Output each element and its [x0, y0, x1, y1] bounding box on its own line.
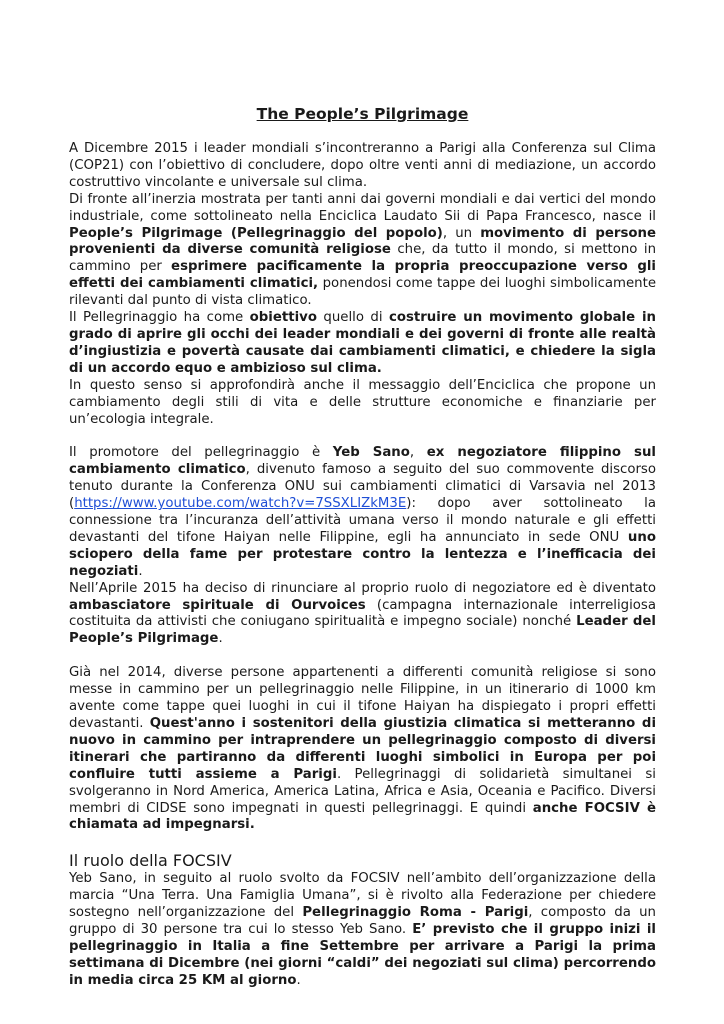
paragraph-objective [69, 310, 656, 378]
text: . [138, 563, 143, 579]
text: , divenuto famoso a seguito del suo commovente discorso tenuto durante la Conferenza ONU sui cambiamenti climatici di Varsavia nel 2013 ( [69, 462, 656, 512]
bold-text: esprimere pacificamente la propria preoccupazione verso gli effetti dei cambiamenti climatici, [69, 259, 656, 292]
bold-text: movimento di persone provenienti da diverse comunità religiose [69, 225, 656, 258]
document-page [69, 104, 656, 990]
paragraph-promoter [69, 445, 656, 580]
bold-text: E’ previsto che il gruppo inizi il pellegrinaggio in Italia a fine Settembre per arrivare a Parigi la prima settimana di Dicembre (nei giorni “caldi” dei negoziati sul clima) percorrendo in media circa 25 KM al giorno [69, 922, 656, 988]
paragraph-gap [69, 834, 656, 851]
text: . [218, 631, 223, 647]
bold-text: People’s Pilgrimage (Pellegrinaggio del popolo) [69, 225, 443, 241]
text: ponendosi come tappe dei luoghi simbolicamente rilevanti dal punto di vista climatico. [69, 276, 656, 309]
text: Il Pellegrinaggio ha come [69, 310, 250, 326]
paragraph-intro: A Dicembre 2015 i leader mondiali s’incontreranno a Parigi alla Conferenza sul Clima (COP21) con l’obiettivo di concludere, dopo oltre venti anni di mediazione, un accordo costruttivo vincolante e universale sul clima. [69, 141, 656, 190]
bold-text: ambasciatore spirituale di Ourvoices [69, 597, 366, 613]
bold-text: anche FOCSIV è chiamata ad impegnarsi. [69, 800, 656, 833]
bold-text: Pellegrinaggio Roma - Parigi [302, 905, 529, 921]
bold-text: Leader del People’s Pilgrimage [69, 614, 656, 647]
paragraph-gap [69, 648, 656, 665]
paragraph-pilgrimage [69, 192, 656, 310]
text: Di fronte all’inerzia mostrata per tanti anni dai governi mondiali e dai vertici del mondo industriale, come sottolineato nella Enciclica Laudato Sii di Papa Francesco, nasce il [69, 191, 656, 224]
text: , [409, 445, 427, 461]
text: . [296, 972, 301, 988]
bold-text: ex negoziatore filippino sul cambiamento climatico [69, 445, 656, 478]
text: (campagna internazionale interreligiosa costituita da attivisti che coniugano spiritualità e impegno sociale) nonché [69, 597, 656, 630]
text: Già nel 2014, diverse persone appartenenti a differenti comunità religiose si sono messe in cammino per un pellegrinaggio nelle Filippine, in un itinerario di 1000 km avente come tappe quei luoghi in cui il tifone Haiyan ha dispiegato i propri effetti devastanti. [69, 665, 656, 731]
paragraph-focsiv-role [69, 871, 656, 989]
text: Il promotore del pellegrinaggio è [69, 445, 333, 461]
paragraph-ambassador [69, 581, 656, 649]
text: che, da tutto il mondo, si mettono in cammino per [69, 242, 656, 275]
paragraph-gap [69, 428, 656, 445]
page-title: The People’s Pilgrimage [256, 105, 469, 123]
bold-text: uno sciopero della fame per protestare contro la lentezza e l’inefficacia dei negoziati [69, 529, 656, 579]
text: , composto da un gruppo di 30 persone tra cui lo stesso Yeb Sano. [69, 905, 656, 938]
bold-text: Quest'anno i sostenitori della giustizia climatica si metteranno di nuovo in cammino per intraprendere un pellegrinaggio composto di diversi itinerari che partiranno da differenti luoghi simbolici in Europa per poi confluire tutti assieme a Parigi [69, 716, 657, 782]
paragraph-history [69, 665, 656, 834]
text: ): dopo aver sottolineato la connessione tra l’incuranza dell’attività umana verso il mondo naturale e gli effetti devastanti del tifone Haiyan nelle Filippine, egli ha annunciato in sede ONU [69, 496, 656, 545]
bold-text: obiettivo [249, 310, 317, 326]
text: Yeb Sano, in seguito al ruolo svolto da FOCSIV nell’ambito dell’organizzazione della marcia “Una Terra. Una Famiglia Umana”, si è rivolto alla Federazione per chiedere sostegno nell’organizzazione del [69, 871, 656, 921]
paragraph-encyclical: In questo senso si approfondirà anche il messaggio dell’Enciclica che propone un cambiamento degli stili di vita e delle strutture economiche e finanziarie per un’ecologia integrale. [69, 377, 656, 427]
text: quello di [316, 310, 389, 326]
youtube-link[interactable]: https://www.youtube.com/watch?v=7SSXLIZkM3E [74, 496, 407, 512]
text: Nell’Aprile 2015 ha deciso di rinunciare al proprio ruolo di negoziatore ed è diventato [69, 580, 656, 596]
text: , un [442, 225, 481, 241]
section-heading: Il ruolo della FOCSIV [69, 851, 232, 871]
bold-text: costruire un movimento globale in grado di aprire gli occhi dei leader mondiali e dei governi di fronte alle realtà d’ingiustizia e povertà causate dai cambiamenti climatici, e chiedere la sigla di un accordo equo e ambizioso sul clima. [69, 310, 656, 376]
bold-text: Yeb Sano [332, 445, 410, 461]
text: . Pellegrinaggi di solidarietà simultanei si svolgeranno in Nord America, America Latina, Africa e Asia, Oceania e Pacifico. Diversi membri di CIDSE sono impegnati in questi pellegrinaggi. E quindi [69, 766, 656, 816]
